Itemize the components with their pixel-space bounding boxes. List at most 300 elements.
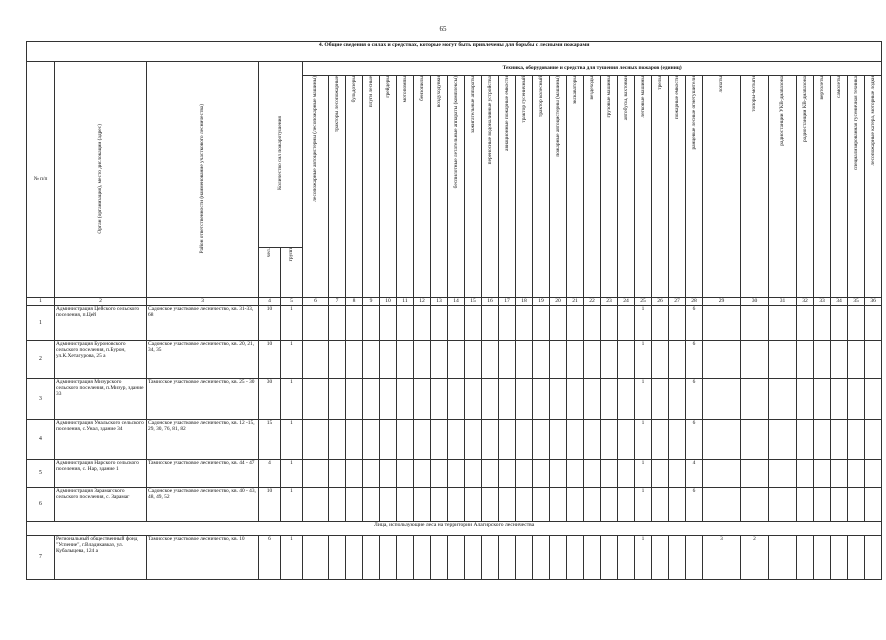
row-value	[346, 341, 363, 379]
row-value	[848, 460, 865, 488]
row-value: 1	[635, 460, 652, 488]
row-value	[346, 379, 363, 420]
row-value	[567, 341, 584, 379]
row-value: 1	[635, 488, 652, 522]
row-value	[465, 341, 482, 379]
row-value	[601, 306, 618, 341]
row-value: 6	[686, 420, 703, 460]
row-value	[482, 379, 499, 420]
row-value	[465, 460, 482, 488]
header-equipment-label: легковые машины	[639, 76, 646, 118]
header-equipment-26	[652, 76, 669, 298]
row-groups: 1	[281, 488, 303, 522]
header-equipment-label: воздуходувки	[435, 76, 442, 108]
header-area	[147, 62, 259, 298]
row-value	[499, 488, 516, 522]
row-value	[516, 379, 533, 420]
row-value	[703, 460, 741, 488]
header-equipment-7	[329, 76, 346, 298]
row-value	[346, 536, 363, 580]
row-value	[669, 306, 686, 341]
row-value	[567, 460, 584, 488]
row-area: Садонское участковое лесничество, кв. 40 - 43, 48, 49, 52	[147, 488, 259, 522]
row-value	[652, 460, 669, 488]
row-value	[465, 306, 482, 341]
header-equipment-label: беспилотные летательные аппараты (комплексы)	[452, 76, 459, 189]
row-value	[814, 379, 831, 420]
table-row	[27, 420, 882, 460]
row-value	[797, 460, 814, 488]
row-value	[741, 341, 769, 379]
row-groups: 1	[281, 536, 303, 580]
row-value: 6	[686, 341, 703, 379]
header-equipment-label: бульдозеры	[350, 76, 357, 103]
row-value: 1	[635, 306, 652, 341]
row-value	[601, 536, 618, 580]
row-value	[448, 306, 465, 341]
row-value	[448, 488, 465, 522]
row-value	[703, 420, 741, 460]
row-organization: Администрация Мизурского сельского поселения, п.Мизур, здание 33	[55, 379, 147, 420]
row-value	[431, 536, 448, 580]
table-row	[27, 488, 882, 522]
row-value	[669, 536, 686, 580]
row-value	[329, 488, 346, 522]
row-value	[703, 341, 741, 379]
row-value: 1	[635, 379, 652, 420]
row-value	[380, 420, 397, 460]
row-value	[363, 460, 380, 488]
column-number: 5	[281, 298, 303, 306]
header-equipment-8	[346, 76, 363, 298]
header-equipment-27	[669, 76, 686, 298]
row-value	[397, 379, 414, 420]
row-value	[303, 488, 329, 522]
table-row	[27, 460, 882, 488]
header-groups-label: групп	[288, 248, 295, 262]
column-number: 24	[618, 298, 635, 306]
section-row	[27, 522, 882, 536]
header-equipment-23	[601, 76, 618, 298]
header-area-label: Район ответственности (наименование участкового лесничества)	[199, 103, 206, 254]
row-value	[380, 460, 397, 488]
header-equipment-label: лесопожарные автоцистерны (лесопожарные машины)	[312, 76, 319, 202]
header-equipment-28	[686, 76, 703, 298]
header-equipment-6	[303, 76, 329, 298]
header-equipment-label: пожарные автоцистерны (машины)	[554, 76, 561, 157]
row-value	[741, 488, 769, 522]
header-equipment-31	[769, 76, 797, 298]
column-number: 19	[533, 298, 550, 306]
row-value	[618, 536, 635, 580]
column-number: 12	[414, 298, 431, 306]
row-value	[618, 420, 635, 460]
row-value	[567, 379, 584, 420]
row-value	[303, 306, 329, 341]
row-area: Тамисское участковое лесничество, кв. 44 - 47	[147, 460, 259, 488]
header-equipment-33	[814, 76, 831, 298]
row-area: Садонское участковое лесничество, кв. 20, 21, 34, 35	[147, 341, 259, 379]
row-value: 6	[686, 488, 703, 522]
row-value	[797, 341, 814, 379]
header-equipment-label: трелы	[656, 76, 663, 90]
row-organization: Администрация Цейского сельского поселения, п.Цей	[55, 306, 147, 341]
row-value: 6	[686, 379, 703, 420]
header-equipment-label: бензопилы	[418, 76, 425, 101]
column-number: 14	[448, 298, 465, 306]
row-value	[601, 420, 618, 460]
row-value	[550, 488, 567, 522]
row-value	[584, 379, 601, 420]
column-number: 21	[567, 298, 584, 306]
header-equipment-label: лопаты	[718, 76, 725, 93]
row-value	[567, 488, 584, 522]
row-number: 6	[27, 488, 55, 522]
column-number: 1	[27, 298, 55, 306]
row-value	[303, 536, 329, 580]
row-value	[741, 379, 769, 420]
row-people: 10	[259, 488, 281, 522]
row-number: 3	[27, 379, 55, 420]
row-value	[584, 306, 601, 341]
table-row	[27, 306, 882, 341]
row-value	[769, 488, 797, 522]
row-value	[618, 306, 635, 341]
column-number: 8	[346, 298, 363, 306]
row-value	[618, 341, 635, 379]
row-value	[550, 420, 567, 460]
row-value	[814, 460, 831, 488]
header-equipment-label: трактор гусеничный	[520, 76, 527, 123]
header-equipment-label: трактор колесный	[537, 76, 544, 118]
header-equipment-18	[516, 76, 533, 298]
row-value	[363, 306, 380, 341]
row-value	[414, 460, 431, 488]
row-value	[703, 488, 741, 522]
row-value: 3	[703, 536, 741, 580]
column-number: 32	[797, 298, 814, 306]
column-number: 20	[550, 298, 567, 306]
column-number: 34	[831, 298, 848, 306]
header-equipment-17	[499, 76, 516, 298]
row-value	[303, 420, 329, 460]
column-number: 23	[601, 298, 618, 306]
page-number: 65	[439, 25, 447, 33]
row-organization: Администрация Буроновского сельского поселения, п.Бурон, ул.К.Хетагурова, 25 а	[55, 341, 147, 379]
row-value	[482, 420, 499, 460]
header-equipment-25	[635, 76, 652, 298]
row-value	[686, 536, 703, 580]
row-value	[303, 460, 329, 488]
row-value	[329, 536, 346, 580]
header-equipment-label: ранцевые лесные огнетушители	[690, 76, 697, 150]
row-people: 10	[259, 341, 281, 379]
row-value	[380, 379, 397, 420]
header-equipment-36	[865, 76, 882, 298]
row-value	[618, 488, 635, 522]
row-value	[329, 341, 346, 379]
row-value	[797, 536, 814, 580]
column-number: 22	[584, 298, 601, 306]
row-value	[865, 341, 882, 379]
column-number: 7	[329, 298, 346, 306]
row-value	[397, 460, 414, 488]
row-value	[814, 306, 831, 341]
row-value	[516, 488, 533, 522]
header-equipment-group: Техника, оборудование и средства для тушения лесных пожаров (единиц)	[303, 62, 882, 76]
header-equipment-20	[550, 76, 567, 298]
row-value	[848, 488, 865, 522]
row-value	[303, 379, 329, 420]
header-equipment-35	[848, 76, 865, 298]
row-value	[797, 420, 814, 460]
header-equipment-label: авиационные пожарные емкости	[503, 76, 510, 151]
row-groups: 1	[281, 460, 303, 488]
row-value	[848, 379, 865, 420]
row-value	[831, 460, 848, 488]
row-value	[363, 488, 380, 522]
row-value	[584, 536, 601, 580]
row-number: 5	[27, 460, 55, 488]
row-value	[814, 488, 831, 522]
row-value	[397, 536, 414, 580]
column-number: 3	[147, 298, 259, 306]
row-value: 1	[635, 536, 652, 580]
row-groups: 1	[281, 306, 303, 341]
row-value	[831, 306, 848, 341]
row-value	[703, 306, 741, 341]
row-value	[848, 420, 865, 460]
header-equipment-label: лесопожарные катера, моторные лодки	[870, 76, 877, 166]
table-title: 4. Общие сведения о силах и средствах, которые могут быть привлечены для борьбы с лесными пожарами	[27, 42, 882, 62]
row-value	[482, 341, 499, 379]
row-people: 4	[259, 460, 281, 488]
column-number: 17	[499, 298, 516, 306]
row-value	[380, 536, 397, 580]
column-number: 6	[303, 298, 329, 306]
row-value	[831, 341, 848, 379]
row-value	[550, 536, 567, 580]
row-value	[601, 460, 618, 488]
row-value	[346, 306, 363, 341]
row-value	[584, 460, 601, 488]
row-groups: 1	[281, 341, 303, 379]
row-value	[584, 341, 601, 379]
row-value	[363, 379, 380, 420]
table-row	[27, 341, 882, 379]
header-equipment-label: радиостанции КВ-диапазона	[801, 76, 808, 142]
row-value	[397, 420, 414, 460]
header-equipment-21	[567, 76, 584, 298]
row-value	[448, 460, 465, 488]
column-number: 28	[686, 298, 703, 306]
header-equipment-15	[465, 76, 482, 298]
row-value	[669, 341, 686, 379]
row-value	[346, 460, 363, 488]
row-value	[329, 460, 346, 488]
row-value	[499, 379, 516, 420]
header-equipment-13	[431, 76, 448, 298]
row-value	[533, 460, 550, 488]
row-value	[567, 306, 584, 341]
row-value	[865, 536, 882, 580]
row-value	[601, 341, 618, 379]
header-org-label: Орган (организация), место дислокации (адрес)	[97, 123, 104, 234]
header-num: № п/п	[27, 62, 55, 298]
header-equipment-19	[533, 76, 550, 298]
header-equipment-label: грейдеры	[384, 76, 391, 98]
row-value	[669, 420, 686, 460]
row-value	[848, 341, 865, 379]
row-value	[363, 341, 380, 379]
row-value	[769, 306, 797, 341]
row-value	[550, 306, 567, 341]
row-value	[652, 341, 669, 379]
row-value	[652, 488, 669, 522]
header-equipment-12	[414, 76, 431, 298]
row-value	[814, 420, 831, 460]
row-number: 2	[27, 341, 55, 379]
row-groups: 1	[281, 379, 303, 420]
row-value	[482, 460, 499, 488]
row-organization: Региональный общественный фонд "Успение", г.Владикавказ, ул. Кубалыцева, 124 а	[55, 536, 147, 580]
row-value	[499, 536, 516, 580]
row-value	[414, 379, 431, 420]
row-value	[741, 460, 769, 488]
row-value	[533, 341, 550, 379]
header-equipment-label: экскаваторы	[571, 76, 578, 105]
row-value	[414, 341, 431, 379]
header-equipment-label: топоры-мотыги	[751, 76, 758, 112]
row-value	[448, 536, 465, 580]
header-equipment-label: радиостанции УКВ-диапазона	[779, 76, 786, 146]
header-equipment-label: переносные водоналивные устройства	[486, 76, 493, 165]
row-value	[550, 460, 567, 488]
row-value	[652, 306, 669, 341]
row-value	[363, 420, 380, 460]
row-value	[516, 460, 533, 488]
row-value	[769, 379, 797, 420]
row-value	[329, 379, 346, 420]
row-value	[814, 341, 831, 379]
header-equipment-16	[482, 76, 499, 298]
row-area: Тамисское участковое лесничество, кв. 25 - 30	[147, 379, 259, 420]
row-value	[601, 379, 618, 420]
row-value	[831, 379, 848, 420]
row-value	[567, 420, 584, 460]
row-value	[601, 488, 618, 522]
header-groups	[281, 248, 303, 298]
row-value	[831, 420, 848, 460]
row-value	[669, 379, 686, 420]
row-value	[618, 379, 635, 420]
row-value	[516, 341, 533, 379]
row-value	[652, 536, 669, 580]
row-value	[499, 306, 516, 341]
row-value: 6	[686, 306, 703, 341]
row-number: 7	[27, 536, 55, 580]
header-equipment-10	[380, 76, 397, 298]
row-value	[431, 379, 448, 420]
column-number: 27	[669, 298, 686, 306]
row-value	[797, 306, 814, 341]
row-value: 1	[635, 341, 652, 379]
row-value	[797, 488, 814, 522]
row-value	[567, 536, 584, 580]
row-number: 4	[27, 420, 55, 460]
row-value	[465, 488, 482, 522]
header-equipment-label: зажигательные аппараты	[469, 76, 476, 134]
title-row	[27, 42, 882, 62]
column-number: 15	[465, 298, 482, 306]
header-equipment-label: специализированная гусеничная техника	[852, 76, 859, 171]
row-value	[533, 306, 550, 341]
row-value	[516, 306, 533, 341]
row-value	[465, 420, 482, 460]
column-number-row	[27, 298, 882, 306]
row-value	[865, 488, 882, 522]
row-value	[669, 460, 686, 488]
section-title: Лица, использующие леса на территории Алагирского лесничества	[27, 522, 882, 536]
column-number: 9	[363, 298, 380, 306]
row-value	[499, 460, 516, 488]
header-equipment-29	[703, 76, 741, 298]
header-equipment-24	[618, 76, 635, 298]
column-number: 2	[55, 298, 147, 306]
row-value	[831, 488, 848, 522]
row-value: 2	[741, 536, 769, 580]
row-value	[584, 488, 601, 522]
column-number: 16	[482, 298, 499, 306]
row-value	[346, 488, 363, 522]
row-value	[533, 420, 550, 460]
row-value	[431, 488, 448, 522]
row-value	[380, 488, 397, 522]
row-value	[397, 341, 414, 379]
row-value: 1	[635, 420, 652, 460]
column-number: 18	[516, 298, 533, 306]
row-value	[865, 306, 882, 341]
row-people: 15	[259, 420, 281, 460]
row-value	[831, 536, 848, 580]
column-number: 13	[431, 298, 448, 306]
row-value	[397, 306, 414, 341]
header-equipment-label: плуги лесные	[367, 76, 374, 108]
header-equipment-14	[448, 76, 465, 298]
header-row	[27, 62, 882, 76]
column-number: 31	[769, 298, 797, 306]
table-row	[27, 536, 882, 580]
row-value	[482, 488, 499, 522]
row-value	[465, 379, 482, 420]
row-value	[363, 536, 380, 580]
row-value	[516, 536, 533, 580]
row-value	[669, 488, 686, 522]
column-number: 35	[848, 298, 865, 306]
row-value	[865, 379, 882, 420]
row-people: 10	[259, 306, 281, 341]
forces-table	[26, 41, 882, 580]
column-number: 29	[703, 298, 741, 306]
header-people	[259, 248, 281, 298]
row-value	[703, 379, 741, 420]
row-organization: Администрация Унальского сельского поселения, с.Унал, здание 34	[55, 420, 147, 460]
row-value	[414, 306, 431, 341]
row-value	[397, 488, 414, 522]
row-number: 1	[27, 306, 55, 341]
row-value	[741, 420, 769, 460]
row-value	[431, 306, 448, 341]
